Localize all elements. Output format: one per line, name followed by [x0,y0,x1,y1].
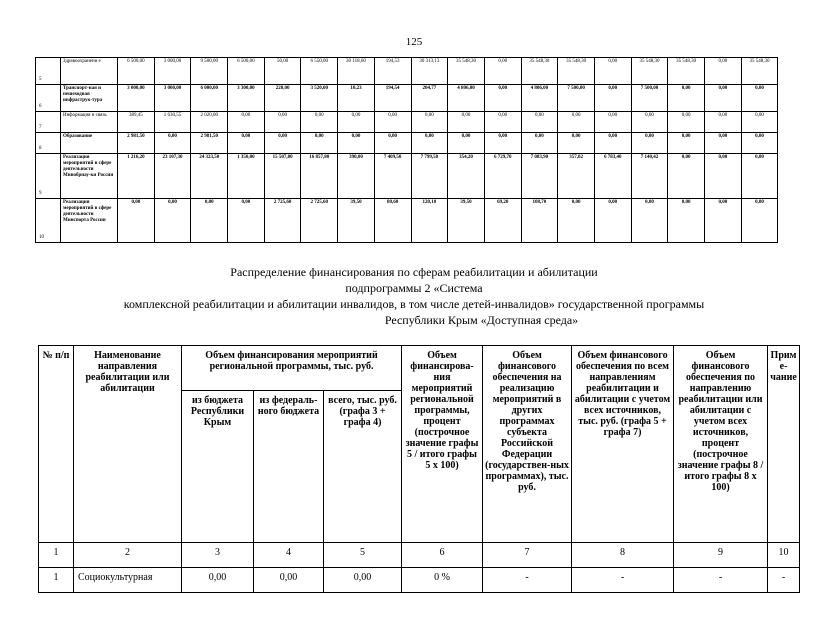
table-cell: 0,00 [631,199,668,243]
header-col9: Объем финансового обеспечения по направлению реабилитации или абилитации с учетом всех источников, процент (построчное значение графы 8 / итого графы 8 х 100) [674,346,768,543]
table-cell: 24 323,50 [191,154,228,199]
column-number: 3 [182,543,254,568]
header-col8: Объем финансового обеспечения по всем направлениям реабилитации и абилитации с учетом всех источников, тыс. руб. (графа 5 + графа 7) [572,346,674,543]
table-cell: 7 083,90 [521,154,558,199]
table-cell: 3 520,00 [301,85,338,112]
table-cell: 7 500,00 [631,85,668,112]
table-cell: 35 548,30 [741,58,778,85]
table-cell: 35 548,30 [558,58,595,85]
table-cell: 0,00 [484,58,521,85]
table-cell: 50,00 [264,58,301,85]
table-cell: 0,00 [301,112,338,133]
table-cell: 2 981,50 [118,133,155,154]
column-number: 10 [768,543,800,568]
table-cell: 0,00 [705,154,742,199]
table-cell: 2 020,00 [191,112,228,133]
column-number: 4 [254,543,324,568]
table-cell: 108,70 [521,199,558,243]
table-cell: 357,02 [558,154,595,199]
title-line-1: Распределение финансирования по сферам реабилитации и абилитации [230,265,598,279]
row-number: 7 [36,112,61,133]
row-number: 5 [36,58,61,85]
table-cell: 0,00 [705,85,742,112]
table-cell: 0,00 [631,133,668,154]
table-cell: 35 548,30 [448,58,485,85]
table-cell: 0,00 [411,133,448,154]
table-cell: - [572,568,674,593]
table-cell: 6 500,00 [228,58,265,85]
table-cell: 0,00 [411,112,448,133]
column-number: 1 [39,543,74,568]
table-cell: 4 806,00 [448,85,485,112]
table-cell: 0,00 [118,199,155,243]
table-cell: 69,20 [484,199,521,243]
table-cell: 0,00 [668,133,705,154]
header-budget-rk: из бюджета Республики Крым [182,391,254,543]
column-number: 9 [674,543,768,568]
table-cell: 4 806,00 [521,85,558,112]
column-number: 7 [483,543,572,568]
table-row [39,568,800,593]
table-cell: 2 725,60 [301,199,338,243]
header-financing-group: Объем финансирования мероприятий региональной программы, тыс. руб. [182,346,402,391]
table-cell: 7 799,50 [411,154,448,199]
table-cell: 7 409,50 [374,154,411,199]
page-number: 125 [405,36,423,48]
table-cell: 389,45 [118,112,155,133]
table-cell: 30 118,60 [338,58,375,85]
table-cell: 35 548,30 [668,58,705,85]
column-number: 5 [324,543,402,568]
table-cell: 0,00 [668,112,705,133]
table-cell: 1 216,20 [118,154,155,199]
table-cell: 0,00 [338,133,375,154]
table-cell: 0,00 [521,133,558,154]
header-direction-name: Наименование направления реабилитации или абилитации [74,346,182,543]
table-cell: 0,00 [374,133,411,154]
table-row [36,85,778,112]
table-cell: 0,00 [741,133,778,154]
table-cell: - [768,568,800,593]
table-cell: 0,00 [228,133,265,154]
row-name: Реализация мероприятий в сфере деятельности Минобрнау-ки России [61,154,118,199]
table-cell: 0,00 [741,154,778,199]
table-cell: 0,00 [558,112,595,133]
table-cell: 2 981,50 [191,133,228,154]
table-cell: 0 % [402,568,483,593]
table-row [36,58,778,85]
row-number: 8 [36,133,61,154]
table-cell: 1 [39,568,74,593]
title-line-4: Республики Крым «Доступная среда» [384,313,579,327]
row-name: Реализация мероприятий в сфере деятельности Минспорта России [61,199,118,243]
table-cell: 0,00 [338,112,375,133]
table-row [36,154,778,199]
table-cell: Социокультурная [74,568,182,593]
table-cell: 6 000,00 [191,85,228,112]
table-cell: 0,00 [741,112,778,133]
table-cell: 15 507,80 [264,154,301,199]
section-title [0,264,828,328]
table-cell: 0,00 [594,133,631,154]
table-cell: 204,77 [411,85,448,112]
table-cell: 0,00 [705,199,742,243]
header-col7: Объем финансового обеспечения на реализацию мероприятий в других программах субъекта Российской Федерации (государствен-ных программах), тыс. руб. [483,346,572,543]
table-cell: 39,50 [338,199,375,243]
main-distribution-table [38,345,800,593]
table-cell: 390,00 [338,154,375,199]
table-cell: 0,00 [484,112,521,133]
column-number: 8 [572,543,674,568]
row-name: Транспорт-ная и пешеходная инфраструк-тура [61,85,118,112]
table-cell: 0,00 [324,568,402,593]
table-cell: 0,00 [668,85,705,112]
table-cell: 16 857,80 [301,154,338,199]
table-cell: 0,00 [668,199,705,243]
table-cell: 0,00 [741,85,778,112]
table-cell: 220,00 [264,85,301,112]
top-financing-table [35,57,778,243]
table-cell: 0,00 [558,199,595,243]
column-number: 2 [74,543,182,568]
table-cell: 0,00 [594,112,631,133]
row-name: Информация и связь [61,112,118,133]
table-cell: 2 725,60 [264,199,301,243]
table-cell: 3 000,00 [118,85,155,112]
table-cell: - [483,568,572,593]
table-cell: 0,00 [228,199,265,243]
row-number: 10 [36,199,61,243]
row-number: 9 [36,154,61,199]
table-cell: 30 313,13 [411,58,448,85]
column-number: 6 [402,543,483,568]
table-cell: 3 000,00 [154,85,191,112]
title-line-2: подпрограммы 2 «Система [345,281,483,295]
table-cell: 0,00 [264,133,301,154]
table-cell: 3 000,00 [154,58,191,85]
table-cell: 39,50 [448,199,485,243]
table-cell: 0,00 [705,112,742,133]
row-name: Здравоохранени е [61,58,118,85]
table-row [36,112,778,133]
table-cell: 194,53 [374,58,411,85]
table-cell: 354,20 [448,154,485,199]
table-cell: 0,00 [521,112,558,133]
table-cell: 0,00 [484,85,521,112]
table-cell: 0,00 [154,133,191,154]
table-cell: 120,10 [411,199,448,243]
table-cell: 0,00 [228,112,265,133]
table-cell: 3 300,00 [228,85,265,112]
table-cell: 0,00 [254,568,324,593]
table-cell: 0,00 [484,133,521,154]
table-row [36,133,778,154]
table-cell: 0,00 [154,199,191,243]
table-cell: 9 500,00 [191,58,228,85]
row-name: Образование [61,133,118,154]
table-cell: 194,54 [374,85,411,112]
table-cell: 6 729,70 [484,154,521,199]
table-cell: 0,00 [191,199,228,243]
table-cell: 0,00 [448,112,485,133]
row-number: 6 [36,85,61,112]
table-cell: 0,00 [182,568,254,593]
table-cell: 0,00 [668,154,705,199]
header-budget-fed: из федераль-ного бюджета [254,391,324,543]
table-cell: 35 548,30 [631,58,668,85]
table-cell: 0,00 [741,199,778,243]
table-cell: 0,00 [374,112,411,133]
table-cell: 1 350,00 [228,154,265,199]
table-cell: 10,23 [338,85,375,112]
column-number-row [39,543,800,568]
title-line-3: комплексной реабилитации и абилитации инвалидов, в том числе детей-инвалидов» государственной программы [123,297,705,311]
table-cell: 0,00 [705,133,742,154]
table-cell: 23 107,30 [154,154,191,199]
table-cell: 0,00 [448,133,485,154]
header-total: всего, тыс. руб. (графа 3 + графа 4) [324,391,402,543]
table-cell: 6 500,00 [118,58,155,85]
table-cell: 0,00 [301,133,338,154]
table-cell: 0,00 [705,58,742,85]
table-cell: 0,00 [558,133,595,154]
table-cell: 0,00 [631,112,668,133]
table-cell: 35 548,30 [521,58,558,85]
table-cell: 7 140,42 [631,154,668,199]
header-num: № п/п [39,346,74,543]
table-cell: 0,00 [594,58,631,85]
table-cell: 7 500,00 [558,85,595,112]
table-row [36,199,778,243]
table-cell: 0,00 [264,112,301,133]
header-col6: Объем финансирова-ния мероприятий региональной программы, процент (построчное значение графы 5 / итого графы 5 х 100) [402,346,483,543]
table-cell: - [674,568,768,593]
table-cell: 0,00 [594,199,631,243]
table-cell: 6 550,00 [301,58,338,85]
table-cell: 6 783,40 [594,154,631,199]
table-cell: 1 630,55 [154,112,191,133]
table-cell: 0,00 [594,85,631,112]
header-note: Прим е-чание [768,346,800,543]
table-cell: 80,60 [374,199,411,243]
